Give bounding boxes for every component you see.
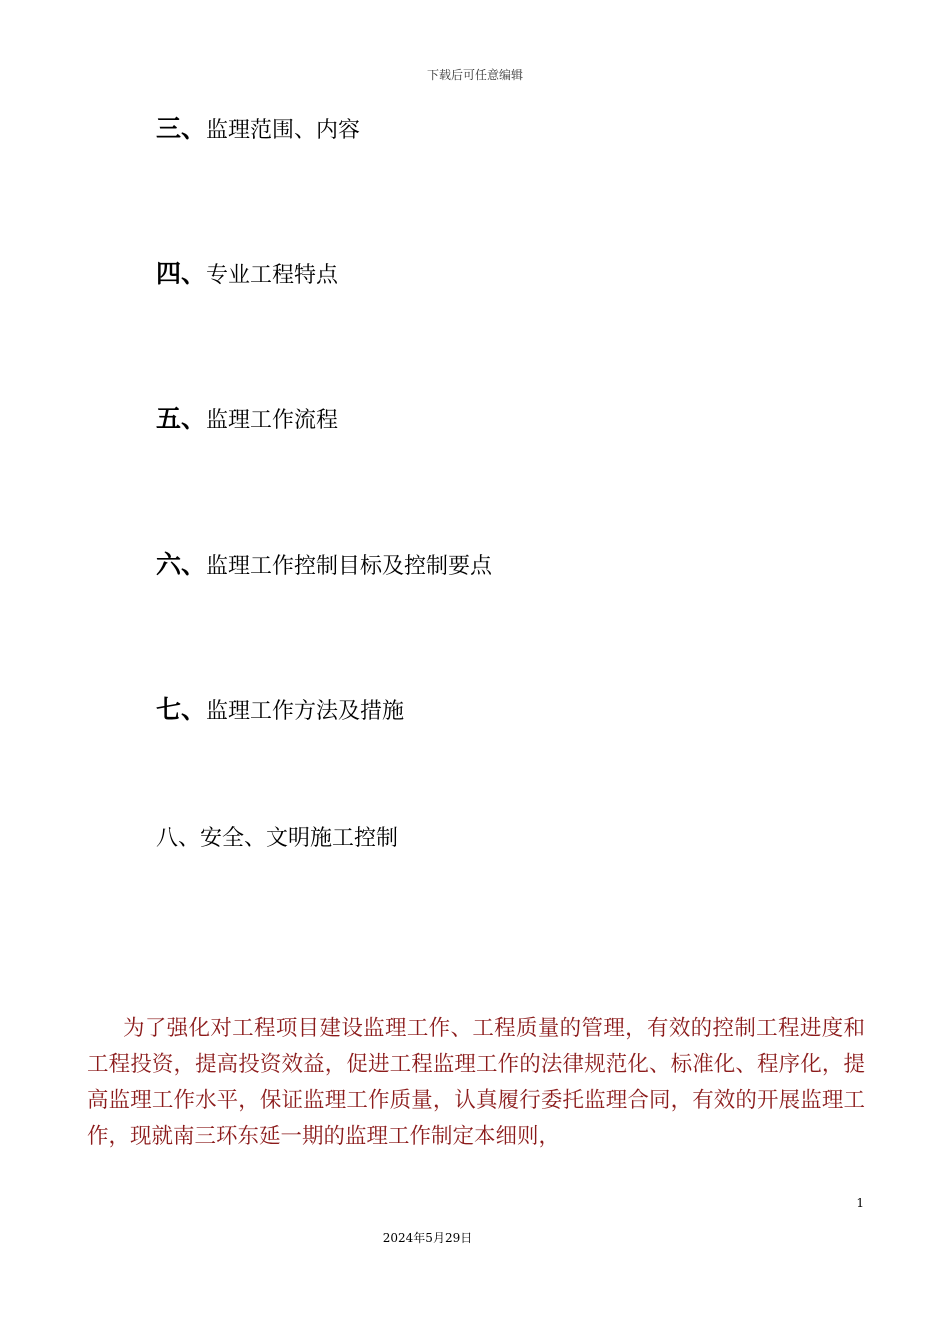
page-number: 1 (856, 1196, 864, 1210)
section-number: 三 (156, 114, 182, 143)
section-title: 监理工作方法及措施 (206, 699, 405, 724)
section-title: 监理工作控制目标及控制要点 (206, 554, 493, 579)
section-separator: 、 (178, 826, 201, 851)
intro-paragraph: 为了强化对工程项目建设监理工作、工程质量的管理，有效的控制工程进度和工程投资，提高投资效益，促进工程监理工作的法律规范化、标准化、程序化，提高监理工作水平，保证监理工作质量，认真履行委托监理合同，有效的开展监理工作，现就南三环东延一期的监理工作制定本细则， (87, 1016, 865, 1149)
section-separator: 、 (181, 404, 207, 433)
section-title: 专业工程特点 (206, 263, 339, 288)
section-heading-4 (156, 259, 338, 291)
section-separator: 、 (181, 550, 207, 579)
section-title: 监理范围、内容 (206, 118, 361, 143)
page-header: 下载后可任意编辑 (426, 68, 523, 82)
section-title: 监理工作流程 (206, 408, 339, 433)
section-heading-3 (156, 114, 360, 146)
section-separator: 、 (181, 695, 207, 724)
section-separator: 、 (181, 114, 207, 143)
section-number: 八 (156, 826, 179, 851)
section-separator: 、 (181, 259, 207, 288)
section-heading-7 (156, 695, 404, 727)
section-number: 七 (156, 695, 182, 724)
section-heading-8 (156, 824, 398, 854)
section-number: 五 (156, 404, 182, 433)
section-heading-6 (156, 550, 492, 582)
section-number: 四 (156, 259, 182, 288)
section-heading-5 (156, 404, 338, 436)
section-number: 六 (156, 550, 182, 579)
section-title: 安全、文明施工控制 (200, 826, 399, 851)
footer-date: 2024年5月29日 (382, 1231, 473, 1245)
